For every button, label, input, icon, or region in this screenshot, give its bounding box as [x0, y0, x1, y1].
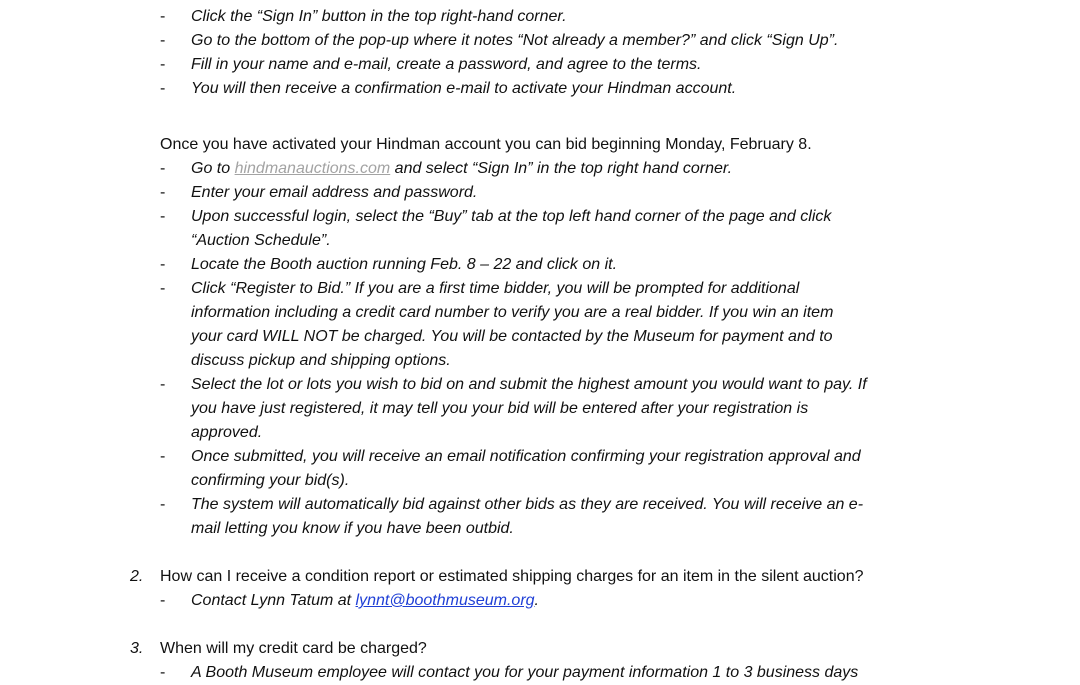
bullet-dash: - [160, 664, 166, 681]
step-text: Fill in your name and e-mail, create a password, and agree to the terms. [191, 56, 702, 73]
answer-before: Contact Lynn Tatum at [191, 592, 356, 609]
step-text: your card WILL NOT be charged. You will be contacted by the Museum for payment and to [191, 328, 833, 345]
bullet-dash: - [160, 32, 166, 49]
step-text: Locate the Booth auction running Feb. 8 – 22 and click on it. [191, 256, 618, 273]
step-text: You will then receive a confirmation e-mail to activate your Hindman account. [191, 80, 737, 97]
hindman-link[interactable]: hindmanauctions.com [234, 160, 391, 177]
bullet-dash: - [160, 256, 166, 273]
question-number: 2. [130, 568, 144, 585]
bullet-dash: - [160, 592, 166, 609]
step-text: Click the “Sign In” button in the top right-hand corner. [191, 8, 567, 25]
answer-text [191, 589, 539, 613]
question-number: 3. [130, 640, 144, 657]
intro-paragraph: Once you have activated your Hindman account you can bid beginning Monday, February 8. [160, 136, 812, 153]
step-text-before: Go to [191, 160, 235, 177]
answer-after: . [534, 592, 539, 609]
bullet-dash: - [160, 496, 166, 513]
step-text: Upon successful login, select the “Buy” tab at the top left hand corner of the page and click [191, 208, 832, 225]
bullet-dash: - [160, 8, 166, 25]
step-text: confirming your bid(s). [191, 472, 350, 489]
bullet-dash: - [160, 56, 166, 73]
bullet-dash: - [160, 208, 166, 225]
email-link[interactable]: lynnt@boothmuseum.org [355, 592, 535, 609]
step-text [191, 157, 732, 181]
bullet-dash: - [160, 160, 166, 177]
step-text: Once submitted, you will receive an email notification confirming your registration approval and [191, 448, 861, 465]
step-text: mail letting you know if you have been outbid. [191, 520, 514, 537]
step-text: The system will automatically bid against other bids as they are received. You will receive an e- [191, 496, 864, 513]
step-text: information including a credit card number to verify you are a real bidder. If you win an item [191, 304, 834, 321]
answer-text: A Booth Museum employee will contact you for your payment information 1 to 3 business days [191, 664, 859, 681]
bullet-dash: - [160, 80, 166, 97]
bullet-dash: - [160, 280, 166, 297]
step-text: Enter your email address and password. [191, 184, 478, 201]
step-text: discuss pickup and shipping options. [191, 352, 451, 369]
bullet-dash: - [160, 184, 166, 201]
step-text: Click “Register to Bid.” If you are a first time bidder, you will be prompted for additional [191, 280, 800, 297]
question-text: When will my credit card be charged? [160, 640, 427, 657]
step-text-after: and select “Sign In” in the top right hand corner. [390, 160, 733, 177]
step-text: “Auction Schedule”. [191, 232, 331, 249]
step-text: Go to the bottom of the pop-up where it notes “Not already a member?” and click “Sign Up”. [191, 32, 839, 49]
section-heading-underline [430, 0, 610, 4]
step-text: approved. [191, 424, 263, 441]
question-text: How can I receive a condition report or estimated shipping charges for an item in the silent auction? [160, 568, 864, 585]
step-text: Select the lot or lots you wish to bid on and submit the highest amount you would want to pay. If [191, 376, 867, 393]
step-text: you have just registered, it may tell you your bid will be entered after your registration is [191, 400, 809, 417]
bullet-dash: - [160, 448, 166, 465]
bullet-dash: - [160, 376, 166, 393]
